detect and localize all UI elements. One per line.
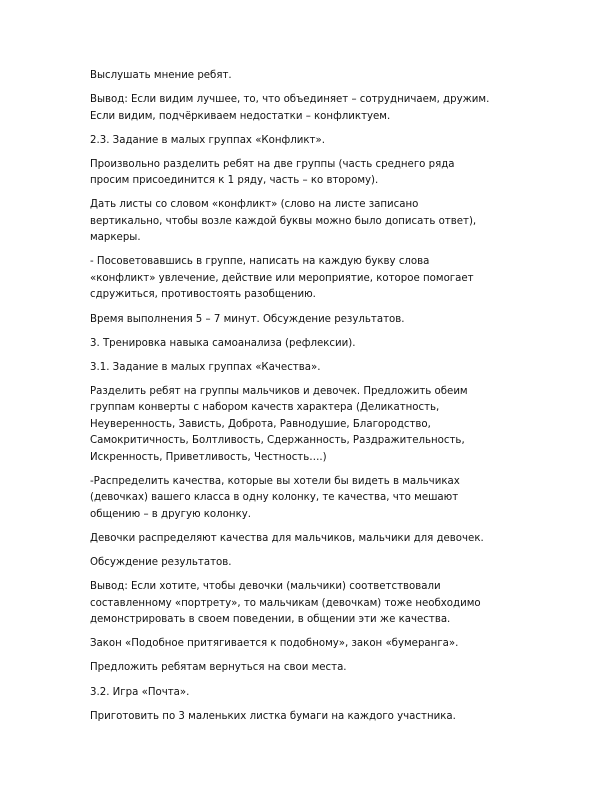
paragraph: Предложить ребятам вернуться на свои места. <box>90 662 347 674</box>
section-heading: 3. Тренировка навыка самоанализа (рефлексии). <box>90 337 356 349</box>
section-heading: 3.2. Игра «Почта». <box>90 686 190 698</box>
paragraph: Девочки распределяют качества для мальчиков, мальчики для девочек. <box>90 533 484 545</box>
document-body <box>90 68 530 733</box>
paragraph: Обсуждение результатов. <box>90 557 232 569</box>
paragraph: -Распределить качества, которые вы хотели бы видеть в мальчиках (девочках) вашего класса в одну колонку, те качества, что мешают общению – в другую колонку. <box>90 475 460 520</box>
paragraph: - Посоветовавшись в группе, написать на каждую букву слова «конфликт» увлечение, действие или мероприятие, которое помогает сдружиться, противостоять разобщению. <box>90 256 474 301</box>
paragraph: Вывод: Если хотите, чтобы девочки (мальчики) соответствовали составленному «портрету», то мальчикам (девочкам) тоже необходимо демонстрировать в своем поведении, в общении эти же качества. <box>90 581 481 626</box>
paragraph: Время выполнения 5 – 7 минут. Обсуждение результатов. <box>90 313 405 325</box>
paragraph: Произвольно разделить ребят на две группы (часть среднего ряда просим присоединится к 1 ряду, часть – ко второму). <box>90 158 455 187</box>
paragraph: Закон «Подобное притягивается к подобному», закон «бумеранга». <box>90 638 459 650</box>
paragraph: Приготовить по 3 маленьких листка бумаги на каждого участника. <box>90 710 456 722</box>
paragraph: Разделить ребят на группы мальчиков и девочек. Предложить обеим группам конверты с набором качеств характера (Деликатность, Неуверенность, Зависть, Доброта, Равнодушие, Благородство, Самокритичность, Болтливость, Сдержанность, Раздражительность, Искренность, Приветливость, Честность….) <box>90 385 468 463</box>
paragraph: Дать листы со словом «конфликт» (слово на листе записано вертикально, чтобы возле каждой буквы можно было дописать ответ), маркеры. <box>90 199 477 244</box>
section-heading: 2.3. Задание в малых группах «Конфликт». <box>90 134 325 146</box>
paragraph: Вывод: Если видим лучшее, то, что объединяет – сотрудничаем, дружим. Если видим, подчёркиваем недостатки – конфликтуем. <box>90 94 490 122</box>
paragraph: Выслушать мнение ребят. <box>90 70 232 81</box>
section-heading: 3.1. Задание в малых группах «Качества». <box>90 361 321 373</box>
